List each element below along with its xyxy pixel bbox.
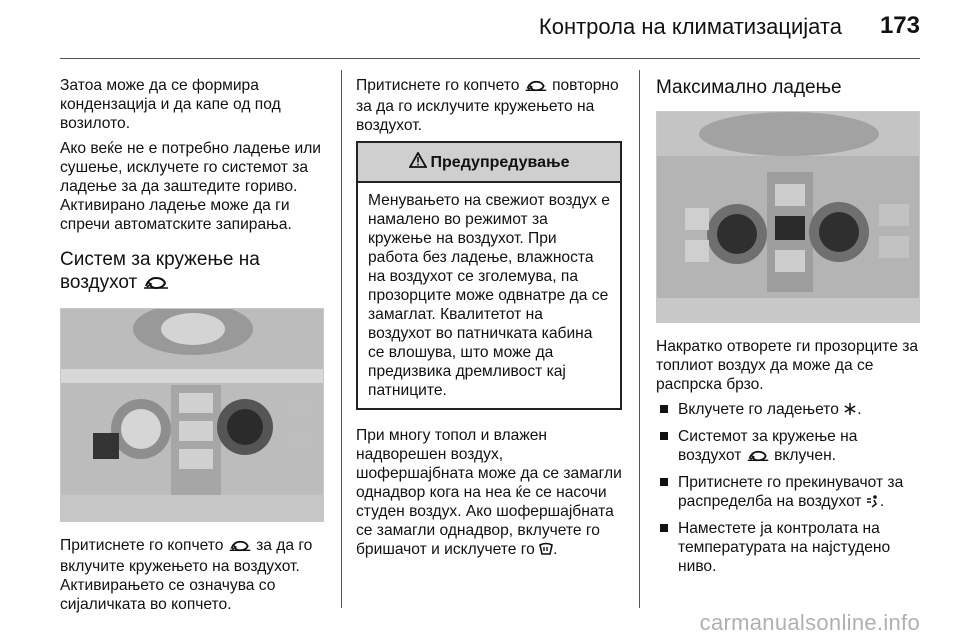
column-3 [656, 76, 922, 582]
caption-recirculation-on: Притиснете го копчето за да го вклучите кружењето на воздухот. Активирањето се означува со сијаличката во копчето. [60, 537, 313, 613]
heading-text: Систем за кружење на воздухот [60, 249, 260, 293]
recirculation-icon [228, 538, 252, 557]
column-divider-2 [639, 70, 640, 608]
warning-title: Предупредување [430, 153, 570, 171]
header-rule [60, 58, 920, 59]
watermark: carmanualsonline.info [699, 610, 920, 635]
snowflake-icon [843, 402, 857, 421]
climate-control-photo-right [656, 111, 920, 323]
warning-box [356, 141, 622, 410]
list-item: Наместете ја контролата на температурата на најстудено ниво. [656, 519, 922, 576]
list-item: Вклучете го ладењето . [656, 400, 922, 421]
paragraph-recirculation-off: Притиснете го копчето повторно за да го исклучите кружењето на воздухот. [356, 77, 619, 134]
recirculation-icon [746, 448, 770, 467]
heading-max-cooling: Максимално ладење [656, 77, 842, 98]
heading-air-recirculation [60, 248, 326, 296]
windscreen-air-icon [539, 542, 553, 561]
column-divider-1 [341, 70, 342, 608]
paragraph-condensation: Затоа може да се формира кондензација и да капе од под возилото. [60, 77, 281, 132]
warning-body: Менувањето на свежиот воздух е намалено во режимот за кружење на воздухот. При работа без ладење, влажноста на воздухот се зголемува, па прозорците може одвнатре да се замаглат. Квалитетот на воздухот во патничката кабина се влошува, што може да предизвика дремливост кај патниците. [368, 192, 610, 399]
paragraph-open-windows: Накратко отворете ги прозорците за топлиот воздух да може да се распрска брзо. [656, 338, 919, 393]
column-2 [356, 76, 622, 567]
list-item: Системот за кружење на воздухот вклучен. [656, 427, 922, 467]
page-header-title: Контрола на климатизацијата [538, 14, 842, 39]
warning-triangle-icon [409, 152, 427, 173]
list-item: Притиснете го прекинувачот за распределба на воздухот . [656, 473, 922, 513]
recirculation-icon [524, 78, 548, 97]
max-cooling-steps [656, 400, 922, 576]
column-1 [60, 76, 326, 620]
paragraph-windscreen-fog: При многу топол и влажен надворешен воздух, шофершајбната може да се замагли однадвор кога на неа ќе се насочи студен воздух. Ако шофершајбната се замагли однадвор, вклучете го бришачот и исклучете го . [356, 426, 622, 561]
air-distribution-icon [866, 494, 880, 513]
page-number: 173 [879, 12, 920, 39]
warning-header [358, 143, 620, 183]
climate-control-photo-left [60, 308, 324, 522]
paragraph-cooling-off: Ако веќе не е потребно ладење или сушење, исклучете го системот за ладење за да заштедите гориво. Активирано ладење може да ги спречи автоматските запирања. [60, 140, 322, 233]
recirculation-icon [143, 273, 169, 296]
